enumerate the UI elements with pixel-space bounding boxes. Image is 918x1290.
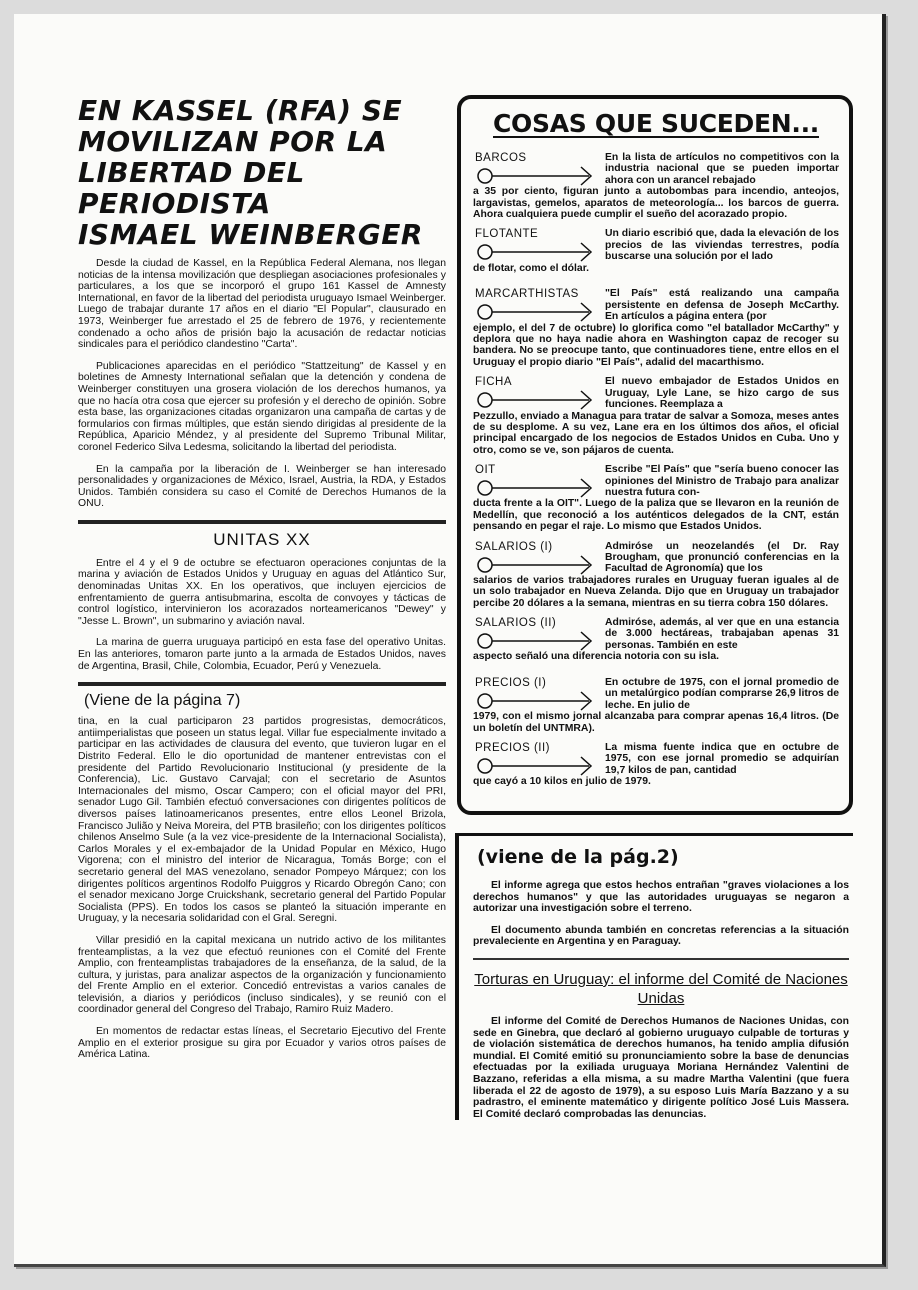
article-paragraph: La marina de guerra uruguaya participó en esta fase del operativo Unitas. En las anteriores, tomaron parte junto a la armada de Estados Unidos, naves de Argentina, Brasil, Chile, Colombia, Ecuador, Perú y Venezuela. [78,637,446,672]
article-paragraph: Publicaciones aparecidas en el periódico "Stattzeitung" de Kassel y en boletines de Amnesty International señalan que la detención y condena de Weinberger constituyen una grosera violación de los derechos humanos, ya que no hacía otra cosa que ejercer su profesión y el derecho de opinión. Sobre esta base, las organizaciones citadas organizaron una campaña de cartas y de formularios con firmas múltiples, que están siendo dirigidas al presidente de la República, Aparicio Méndez, y al presidente del Supremo Tribunal Militar, coronel Federico Silva Ledesma, solicitando la libertad del periodista. [78,360,446,453]
cosas-title: COSAS QUE SUCEDEN... [493,109,819,138]
divider [78,682,446,686]
cosas-item-text: Admiróse, además, al ver que en una estancia de 3.000 hectáreas, trabajaban apenas 31 personas. También en este [605,617,839,651]
cosas-item-text: Un diario escribió que, dada la elevación de los precios de las viviendas terrestres, podía buscarse una solución por el lado [605,228,839,263]
cosas-item-continuation: 1979, con el mismo jornal alcanzaba para comprar apenas 16,4 litros. (De un boletín del UNTMRA). [473,711,839,734]
cosas-item-continuation: que cayó a 10 kilos en julio de 1979. [473,776,651,788]
right-column [455,95,853,1130]
cosas-item-text: La misma fuente indica que en octubre de 1975, con ese jornal promedio se adquirían 19,7 kilos de pan, cantidad [605,742,839,776]
article-paragraph: Villar presidió en la capital mexicana un nutrido activo de los militantes frenteamplistas, a la vez que efectuó reuniones con el Comité del Frente Amplio, con frenteamplistas trabajadores de la enseñanza, de la salud, de la cultura, y juristas, para analizar aspectos de la organización y funcionamiento del Frente Amplio en el exterior. Concedió entrevistas a varios canales de televisión, a diarios y periódicos (incluso sindicales), y se reunió con el coordinador general del Congreso del Trabajo, Ramiro Ruiz Madero. [78,934,446,1016]
article-paragraph: El informe del Comité de Derechos Humanos de Naciones Unidas, con sede en Ginebra, que declaró al gobierno uruguayo culpable de torturas y de violación sistemática de derechos humanos, ha tenido amplia difusión mundial. El Comité emitió su pronunciamiento sobre la base de denuncias efectuadas por la exiliada uruguaya Moriana Hernández Valentini de Bazzano, referidas a ella misma, a su madre Martha Valentini (que fuera liberada el 22 de agosto de 1979), a su esposo Luis María Bazzano y a su padrastro, el eminente matemático y dirigente político José Luis Massera. El Comité declaró comprobadas las denuncias. [473,1015,849,1120]
cosas-item-text: En la lista de artículos no competitivos con la industria nacional que se pueden importar ahora con un arancel rebajado [605,152,839,186]
headline-line: ISMAEL WEINBERGER [78,218,423,251]
cosas-item-text: El nuevo embajador de Estados Unidos en Uruguay, Lyle Lane, se hizo cargo de sus funciones. Reemplaza a [605,376,839,411]
cosas-item-label: OIT [475,464,496,477]
headline-line: EN KASSEL (RFA) SE [78,94,403,127]
divider [473,958,849,960]
arrow-icon [477,302,595,322]
left-column [78,95,446,1071]
cosas-box [457,95,853,815]
arrow-icon [477,242,595,262]
cosas-item-continuation: a 35 por ciento, figuran junto a autobombas para incendio, anteojos, largavistas, gemelos, aparatos de meteorología... los barcos de guerra. Ahora cualquiera puede cumplir el sueño del acorazado propio. [473,186,839,221]
article-paragraph: El documento abunda también en concretas referencias a la situación prevaleciente en Argentina y en Paraguay. [473,924,849,948]
cosas-item-label: PRECIOS (II) [475,742,551,755]
cosas-item-label: FLOTANTE [475,228,539,241]
cosas-item-continuation: Pezzullo, enviado a Managua para tratar de salvar a Somoza, meses antes de su desplome. A su vez, Lane era en los últimos dos años, el oficial principal encargado de los negocios de Estados Unidos en Cuba. Uno y otro, como se ve, son pájaros de cuenta. [473,410,839,456]
cosas-item-continuation: aspecto señaló una diferencia notoria con su isla. [473,651,719,663]
headline-line: PERIODISTA [78,187,271,220]
cosas-item-label: PRECIOS (I) [475,677,547,689]
arrow-icon [477,555,595,575]
headline-line: MOVILIZAN POR LA [78,125,388,158]
article-paragraph: El informe agrega que estos hechos entrañan "graves violaciones a los derechos humanos" y que las autoridades uruguayas se negaron a autorizar una investigación sobre el terreno. [473,880,849,915]
article-paragraph: tina, en la cual participaron 23 partidos progresistas, democráticos, antiimperialistas que poseen un status legal. Villar fue especialmente invitado a participar en las actividades de clausura del evento, que tuvieron lugar en el Distrito Federal. Ello le dio oportunidad de mantener entrevistas con el presidente del Partido Revolucionario Institucional (y presidente de la Conferencia), Lic. Gustavo Carvajal; con el secretario de Asuntos Internacionales del mismo, Oscar Campero; con el oficial mayor del PRI, senador Lugo Gil. También efectuó conversaciones con dirigentes políticos de diversos países latinoamericanos presentes, entre ellos Leonel Brizola, Francisco Julião y Neiva Moreira, del PTB brasileño; con los dirigentes políticos chilenos Anselmo Sule (a la vez vice-presidente de la Internacional Socialista), Carlos Morales y el ex-embajador de la Unidad Popular en México, Hugo Vigorena; con el ministro del interior de Nicaragua, Tomás Borge; con el secretario general del MAS venezolano, senador Pompeyo Márquez; con los dirigentes políticos argentinos Rodolfo Puiggros y Ricardo Obregón Cano; con el senador mexicano Jorge Cruickshank, secretario general del Partido Popular Socialista (PPS). En todos los casos se planteó la situación imperante en Uruguay, y la necesaria solidaridad con el Gral. Seregni. [78,716,446,925]
cosas-item [473,464,839,532]
cosas-item-label: SALARIOS (I) [475,540,553,553]
article-paragraph: Desde la ciudad de Kassel, en la República Federal Alemana, nos llegan noticias de la intensa movilización que despliegan asociaciones profesionales y particulares, a los que se incorporó el grupo 161 Kassel de Amnesty International, en favor de la libertad del periodista uruguayo Ismael Weinberger. Luego de trabajar durante 17 años en el diario "El Popular", clausurado en 1973, Weinberger fue arrestado el 25 de febrero de 1976, y recientemente condenado a ocho años de prisión bajo la acusación de redactar noticias sindicales para el periódico clandestino "Carta". [78,258,446,351]
cosas-item [473,541,839,609]
divider [78,520,446,524]
headline [78,95,446,250]
arrow-icon [477,756,595,776]
section-title-torturas: Torturas en Uruguay: el informe del Comité de Naciones Unidas [474,970,848,1007]
cosas-item-continuation: ejemplo, el del 7 de octubre) lo glorifica como "el batallador McCarthy" y deplora que no haya nadie ahora en Washington capaz de recoger su bandera. No se preocupe tanto, que continuadores tiene, entre ellos en el Uruguay el propio diario "El País", adalid del macarthismo. [473,322,839,368]
section-title-unitas: UNITAS XX [213,529,311,549]
arrow-icon [477,166,595,186]
cosas-item-label: BARCOS [475,152,527,164]
cosas-item [473,617,839,669]
headline-line: LIBERTAD DEL [78,156,305,189]
arrow-icon [477,478,595,498]
article-paragraph: En la campaña por la liberación de I. Weinberger se han interesado personalidades y organizaciones de México, Israel, Austria, la RDA, y Estados Unidos. También considera su caso el Comité de Derechos Humanos de la ONU. [78,463,446,510]
article-paragraph: En momentos de redactar estas líneas, el Secretario Ejecutivo del Frente Amplio en el exterior prosigue su gira por Ecuador y varios otros países de América Latina. [78,1026,446,1061]
arrow-icon [477,691,595,711]
cosas-items [473,152,839,794]
continuation-header: (viene de la pág.2) [477,846,679,868]
cosas-item [473,376,839,456]
cosas-item-text: En octubre de 1975, con el jornal promedio de un metalúrgico podían comprarse 26,9 litros de leche. En julio de [605,677,839,711]
cosas-item [473,228,839,280]
cosas-item-continuation: salarios de varios trabajadores rurales en Uruguay fueran iguales al de un solo trabajador en Nueva Zelanda. Dijo que en Uruguay un trabajador percibe 20 dólares a la semana, mientras en su tierra cobra 150 dólares. [473,574,839,609]
cosas-item-text: Admiróse un neozelandés (el Dr. Ray Brougham, que pronunció conferencias en la Facultad de Agronomía) que los [605,540,839,575]
cosas-item-label: FICHA [475,376,512,389]
cosas-item-text: Escribe "El País" que "sería bueno conocer las opiniones del Ministro de Trabajo para analizar nuestra futura con- [605,464,839,498]
cosas-item [473,742,839,794]
cosas-item-label: MARCARTHISTAS [475,288,579,301]
cosas-item [473,288,839,368]
continuation-box [455,833,853,1120]
arrow-icon [477,631,595,651]
cosas-item-continuation: de flotar, como el dólar. [473,262,590,274]
arrow-icon [477,390,595,410]
cosas-item-continuation: ducta frente a la OIT". Luego de la paliza que se llevaron en la reunión de Medellín, que reconoció a los auténticos delegados de la CNT, están pensando en pegar el raje. Lo mismo que Estados Unidos. [473,498,839,533]
cosas-item [473,677,839,734]
cosas-item-text: "El País" está realizando una campaña persistente en defensa de Joseph McCarthy. En artículos a página entera (por [605,288,839,323]
cosas-item [473,152,839,220]
article-paragraph: Entre el 4 y el 9 de octubre se efectuaron operaciones conjuntas de la marina y aviación de Estados Unidos y Uruguay en aguas del Atlántico Sur, denominadas Unitas XX. En los operativos, que incluyen ejercicios de enfrentamiento de guerra antisubmarina, escolta de convoyes y tácticas de control logístico, intervinieron los acorazados norteamericanos "Dewey" y "Jesse L. Brown", un submarino y aviación naval. [78,557,446,627]
cosas-item-label: SALARIOS (II) [475,617,557,629]
continuation-header: (Viene de la página 7) [84,692,241,710]
